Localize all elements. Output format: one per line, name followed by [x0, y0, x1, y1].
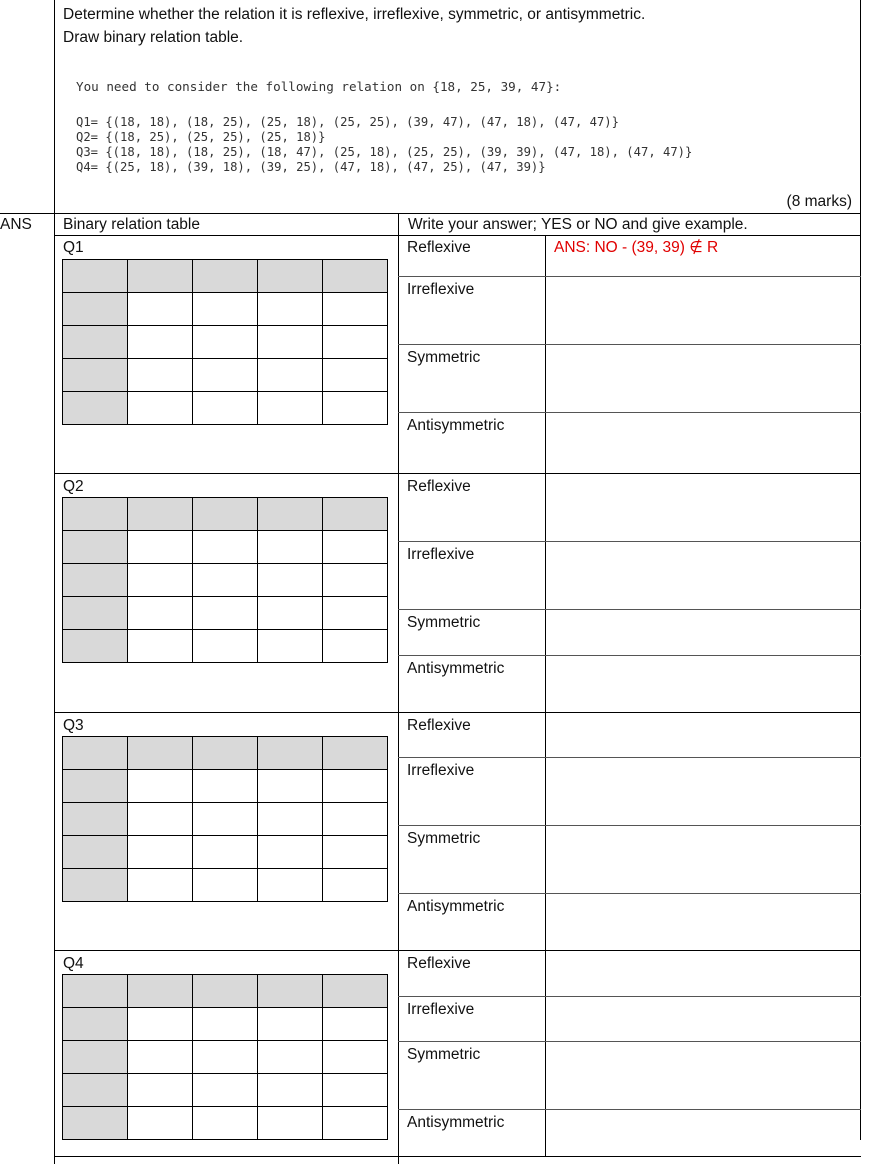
- table-cell[interactable]: [323, 1008, 388, 1041]
- header-cell: [63, 531, 128, 564]
- table-cell[interactable]: [323, 869, 388, 902]
- table-cell[interactable]: [193, 564, 258, 597]
- table-cell[interactable]: [258, 1008, 323, 1041]
- header-cell: [63, 836, 128, 869]
- table-cell[interactable]: [323, 564, 388, 597]
- section-label-q3: Q3: [63, 717, 84, 734]
- table-cell[interactable]: [323, 293, 388, 326]
- header-cell: [63, 630, 128, 663]
- section-label-q2: Q2: [63, 478, 84, 495]
- header-cell: [193, 737, 258, 770]
- header-cell: [63, 326, 128, 359]
- table-cell[interactable]: [323, 392, 388, 425]
- header-cell: [128, 737, 193, 770]
- table-cell[interactable]: [258, 803, 323, 836]
- q1-property-antisymmetric: Antisymmetric: [407, 417, 505, 434]
- header-cell: [323, 260, 388, 293]
- table-cell[interactable]: [323, 1074, 388, 1107]
- relation-table-q2: [62, 497, 388, 663]
- relation-q4: Q4= {(25, 18), (39, 18), (39, 25), (47, 18), (47, 25), (47, 39)}: [76, 160, 546, 174]
- q2-property-reflexive: Reflexive: [407, 478, 471, 495]
- table-cell[interactable]: [323, 1107, 388, 1140]
- table-cell[interactable]: [323, 770, 388, 803]
- table-cell[interactable]: [128, 597, 193, 630]
- relation-q1: Q1= {(18, 18), (18, 25), (25, 18), (25, 25), (39, 47), (47, 18), (47, 47)}: [76, 115, 619, 129]
- q1-answer-reflexive[interactable]: ANS: NO - (39, 39) ∉ R: [554, 239, 719, 256]
- table-cell[interactable]: [128, 326, 193, 359]
- left-header: Binary relation table: [63, 216, 200, 233]
- table-cell[interactable]: [258, 1041, 323, 1074]
- header-cell: [63, 737, 128, 770]
- table-cell[interactable]: [323, 531, 388, 564]
- table-cell[interactable]: [323, 836, 388, 869]
- relation-q2: Q2= {(18, 25), (25, 25), (25, 18)}: [76, 130, 326, 144]
- table-cell[interactable]: [323, 630, 388, 663]
- table-cell[interactable]: [128, 630, 193, 663]
- relation-q3: Q3= {(18, 18), (18, 25), (18, 47), (25, 18), (25, 25), (39, 39), (47, 18), (47, 47)}: [76, 145, 693, 159]
- table-cell[interactable]: [258, 597, 323, 630]
- table-cell[interactable]: [258, 564, 323, 597]
- ans-row-label: ANS: [0, 216, 32, 233]
- section-label-q4: Q4: [63, 955, 84, 972]
- table-cell[interactable]: [128, 770, 193, 803]
- section-label-q1: Q1: [63, 239, 84, 256]
- header-cell: [63, 392, 128, 425]
- header-cell: [63, 869, 128, 902]
- table-cell[interactable]: [193, 392, 258, 425]
- table-cell[interactable]: [128, 531, 193, 564]
- q4-property-irreflexive: Irreflexive: [407, 1001, 475, 1018]
- q2-property-symmetric: Symmetric: [407, 614, 481, 631]
- relation-table-q4: [62, 974, 388, 1140]
- q3-property-reflexive: Reflexive: [407, 717, 471, 734]
- table-cell[interactable]: [128, 1008, 193, 1041]
- table-cell[interactable]: [128, 1074, 193, 1107]
- q2-property-antisymmetric: Antisymmetric: [407, 660, 505, 677]
- header-cell: [323, 975, 388, 1008]
- relation-table-q1: [62, 259, 388, 425]
- header-cell: [128, 498, 193, 531]
- relation-table-q3: [62, 736, 388, 902]
- table-cell[interactable]: [323, 326, 388, 359]
- table-cell[interactable]: [258, 770, 323, 803]
- header-cell: [323, 498, 388, 531]
- table-cell[interactable]: [258, 326, 323, 359]
- table-cell[interactable]: [128, 869, 193, 902]
- table-cell[interactable]: [193, 326, 258, 359]
- table-cell[interactable]: [323, 1041, 388, 1074]
- table-cell[interactable]: [258, 869, 323, 902]
- table-cell[interactable]: [193, 630, 258, 663]
- table-cell[interactable]: [258, 1074, 323, 1107]
- q3-property-irreflexive: Irreflexive: [407, 762, 475, 779]
- table-cell[interactable]: [128, 803, 193, 836]
- right-header: Write your answer; YES or NO and give example.: [408, 216, 748, 233]
- instruction-line-2: Draw binary relation table.: [63, 29, 244, 46]
- q2-property-irreflexive: Irreflexive: [407, 546, 475, 563]
- table-cell[interactable]: [193, 531, 258, 564]
- table-cell[interactable]: [193, 293, 258, 326]
- table-cell[interactable]: [258, 359, 323, 392]
- header-cell: [63, 260, 128, 293]
- table-cell[interactable]: [193, 1041, 258, 1074]
- q3-property-symmetric: Symmetric: [407, 830, 481, 847]
- header-cell: [258, 737, 323, 770]
- header-cell: [63, 293, 128, 326]
- q4-property-antisymmetric: Antisymmetric: [407, 1114, 505, 1131]
- table-cell[interactable]: [258, 836, 323, 869]
- header-cell: [63, 770, 128, 803]
- table-cell[interactable]: [128, 293, 193, 326]
- header-cell: [193, 498, 258, 531]
- table-cell[interactable]: [258, 1107, 323, 1140]
- table-cell[interactable]: [323, 597, 388, 630]
- table-cell[interactable]: [193, 770, 258, 803]
- header-cell: [63, 1008, 128, 1041]
- table-cell[interactable]: [193, 597, 258, 630]
- table-cell[interactable]: [128, 392, 193, 425]
- header-cell: [258, 498, 323, 531]
- header-cell: [193, 975, 258, 1008]
- table-cell[interactable]: [128, 1107, 193, 1140]
- header-cell: [63, 1107, 128, 1140]
- header-cell: [63, 1074, 128, 1107]
- header-cell: [63, 803, 128, 836]
- table-cell[interactable]: [193, 803, 258, 836]
- header-cell: [63, 564, 128, 597]
- table-cell[interactable]: [193, 1107, 258, 1140]
- table-cell[interactable]: [193, 1008, 258, 1041]
- q4-property-reflexive: Reflexive: [407, 955, 471, 972]
- q1-property-symmetric: Symmetric: [407, 349, 481, 366]
- header-cell: [128, 975, 193, 1008]
- q1-property-reflexive: Reflexive: [407, 239, 471, 256]
- table-cell[interactable]: [323, 803, 388, 836]
- header-cell: [258, 975, 323, 1008]
- table-cell[interactable]: [258, 630, 323, 663]
- instruction-line-1: Determine whether the relation it is reflexive, irreflexive, symmetric, or antisymmetric.: [63, 6, 646, 23]
- header-cell: [63, 597, 128, 630]
- table-cell[interactable]: [193, 1074, 258, 1107]
- table-cell[interactable]: [193, 869, 258, 902]
- marks-label: (8 marks): [786, 193, 852, 210]
- table-cell[interactable]: [128, 564, 193, 597]
- q4-property-symmetric: Symmetric: [407, 1046, 481, 1063]
- header-cell: [323, 737, 388, 770]
- table-cell[interactable]: [258, 293, 323, 326]
- table-cell[interactable]: [193, 359, 258, 392]
- table-cell[interactable]: [128, 1041, 193, 1074]
- q3-property-antisymmetric: Antisymmetric: [407, 898, 505, 915]
- q1-property-irreflexive: Irreflexive: [407, 281, 475, 298]
- table-cell[interactable]: [258, 531, 323, 564]
- header-cell: [63, 498, 128, 531]
- header-cell: [63, 359, 128, 392]
- table-cell[interactable]: [128, 359, 193, 392]
- header-cell: [128, 260, 193, 293]
- header-cell: [63, 1041, 128, 1074]
- table-cell[interactable]: [323, 359, 388, 392]
- question-intro: You need to consider the following relation on {18, 25, 39, 47}:: [76, 79, 562, 94]
- table-cell[interactable]: [258, 392, 323, 425]
- table-cell[interactable]: [128, 836, 193, 869]
- header-cell: [193, 260, 258, 293]
- header-cell: [63, 975, 128, 1008]
- table-cell[interactable]: [193, 836, 258, 869]
- header-cell: [258, 260, 323, 293]
